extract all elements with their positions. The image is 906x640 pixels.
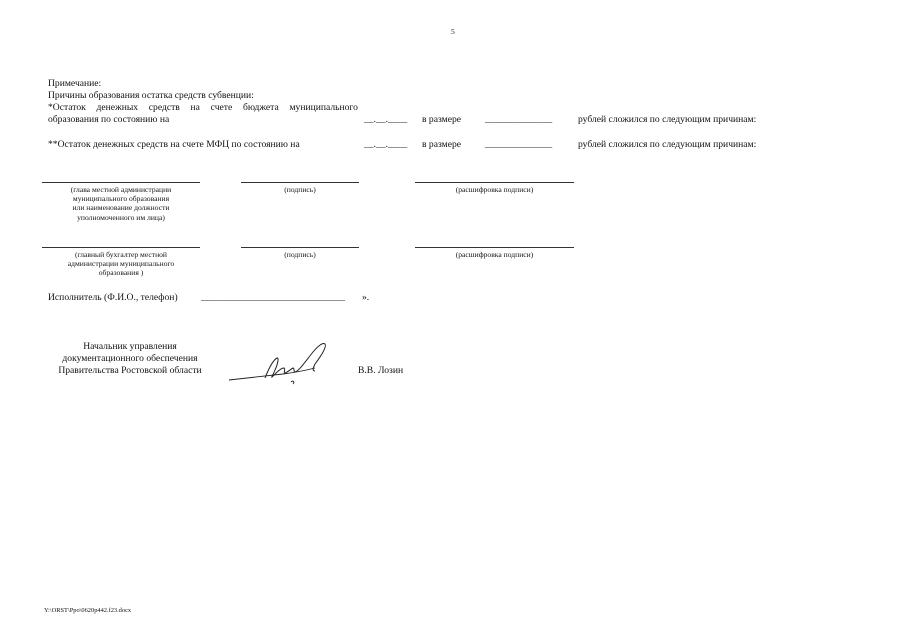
- row1-amount-blank: ______________: [485, 114, 553, 125]
- row1-size-label: в размере: [422, 114, 462, 125]
- caption-line: или наименование должности: [72, 203, 170, 213]
- row1-word: *Остаток: [48, 102, 86, 113]
- row2-label: **Остаток денежных средств на счете МФЦ по состоянию на: [48, 139, 300, 150]
- row2-date-field: __.__.____: [364, 139, 408, 150]
- decoding-caption-2: (расшифровка подписи): [455, 250, 534, 259]
- row1-date-field: __.__.____: [364, 114, 408, 125]
- handwritten-signature: [225, 338, 335, 388]
- caption-line: образования ): [98, 268, 144, 278]
- row1-tail: рублей сложился по следующим причинам:: [578, 114, 757, 125]
- signature-line-decoding: [415, 182, 574, 183]
- row1-word: на: [190, 102, 200, 113]
- executor-label: Исполнитель (Ф.И.О., телефон): [48, 292, 178, 303]
- sign-caption: (подпись): [284, 185, 316, 194]
- reasons-heading: Причины образования остатка средств субвенции:: [48, 90, 254, 101]
- signature-line-sign: [241, 182, 359, 183]
- decoding-caption: (расшифровка подписи): [455, 185, 534, 194]
- row1-word: счете: [210, 102, 233, 113]
- signature-line-sign-2: [241, 247, 359, 248]
- caption-line: администрации муниципального: [67, 259, 175, 269]
- page-number: 5: [451, 27, 455, 36]
- caption-line: муниципального образования: [72, 194, 170, 204]
- approval-name: В.В. Лозин: [358, 365, 404, 376]
- position-line: документационного обеспечения: [62, 352, 198, 364]
- row1-word: муниципального: [289, 102, 358, 113]
- caption-line: (глава местной администрации: [70, 185, 172, 194]
- position-line: Начальник управления: [83, 341, 177, 352]
- row1-label-line1: [48, 102, 358, 113]
- signature-line-accountant: [42, 247, 200, 248]
- row2-size-label: в размере: [422, 139, 462, 150]
- head-caption: [42, 185, 200, 222]
- position-line: Правительства Ростовской области: [58, 364, 202, 376]
- approval-position: [40, 341, 220, 376]
- row1-word: средств: [148, 102, 180, 113]
- caption-line: (главный бухгалтер местной: [74, 250, 167, 259]
- row1-label-line2: образования по состоянию на: [48, 114, 170, 125]
- row1-word: денежных: [96, 102, 139, 113]
- accountant-caption: [42, 250, 200, 278]
- executor-blank: ______________________________: [201, 292, 345, 303]
- row1-word: бюджета: [242, 102, 279, 113]
- executor-end: ».: [362, 292, 370, 303]
- row2-amount-blank: ______________: [485, 139, 553, 150]
- note-title: Примечание:: [48, 78, 102, 89]
- sign-caption-2: (подпись): [284, 250, 316, 259]
- signature-line-decoding-2: [415, 247, 574, 248]
- caption-line: уполномоченного им лица): [77, 212, 165, 222]
- footer-file-path: Y:\ORST\Ppo\0620p442.f23.docx: [44, 607, 132, 614]
- row2-tail: рублей сложился по следующим причинам:: [578, 139, 757, 150]
- signature-line-head: [42, 182, 200, 183]
